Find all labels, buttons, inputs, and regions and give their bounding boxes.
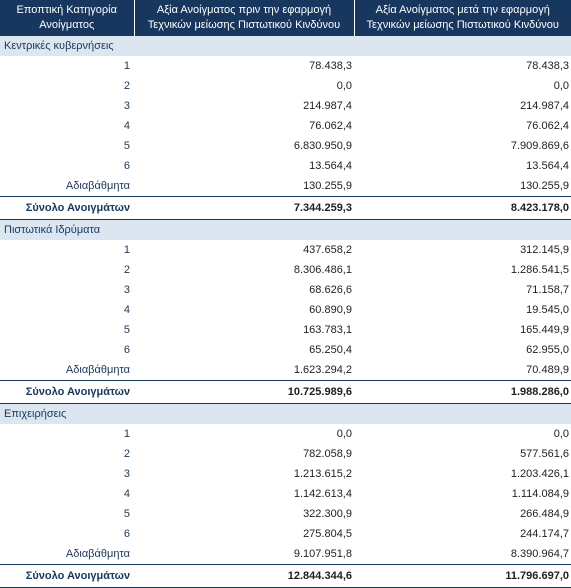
- table-row: [0, 280, 571, 300]
- value-before-cell: 214.987,4: [303, 100, 352, 112]
- category-cell: 3: [123, 284, 130, 296]
- value-after-cell: 244.174,7: [520, 528, 569, 540]
- table-row: [0, 524, 571, 544]
- category-cell: 2: [123, 264, 130, 276]
- header-before-crm: Αξία Ανοίγματος πριν την εφαρμογή Τεχνικών μείωσης Πιστωτικού Κινδύνου: [134, 0, 354, 36]
- value-after-cell: 62.955,0: [526, 344, 569, 356]
- value-before-cell: 60.890,9: [309, 304, 352, 316]
- table-row: [0, 56, 571, 76]
- category-cell: 5: [123, 324, 130, 336]
- table-row: [0, 300, 571, 320]
- table-row: [0, 240, 571, 260]
- section-header-row: [0, 36, 571, 56]
- value-after-cell: 19.545,0: [526, 304, 569, 316]
- category-cell: 3: [123, 100, 130, 112]
- value-after-cell: 312.145,9: [520, 244, 569, 256]
- total-before-cell: 12.844.344,6: [134, 565, 354, 588]
- total-row: [0, 565, 571, 588]
- category-cell: 4: [123, 488, 130, 500]
- table-row: [0, 340, 571, 360]
- category-cell: 4: [123, 120, 130, 132]
- category-cell: 6: [123, 160, 130, 172]
- value-before-cell: 1.213.615,2: [293, 468, 352, 480]
- value-after-cell: 71.158,7: [526, 284, 569, 296]
- table-row: [0, 116, 571, 136]
- total-label: Σύνολο Ανοιγμάτων: [0, 565, 134, 588]
- value-after-cell: 214.987,4: [520, 100, 569, 112]
- table-row: [0, 444, 571, 464]
- total-after-cell: 8.423.178,0: [354, 197, 571, 220]
- table-row: [0, 544, 571, 565]
- value-before-cell: 130.255,9: [303, 180, 352, 192]
- value-before-cell: 1.623.294,2: [293, 364, 352, 376]
- category-cell: 1: [123, 60, 130, 72]
- total-after-cell: 11.796.697,0: [354, 565, 571, 588]
- value-before-cell: 437.658,2: [303, 244, 352, 256]
- total-label: Σύνολο Ανοιγμάτων: [0, 381, 134, 404]
- total-row: [0, 381, 571, 404]
- category-cell: 6: [123, 344, 130, 356]
- table-row: [0, 136, 571, 156]
- total-before-cell: 10.725.989,6: [134, 381, 354, 404]
- category-cell: 2: [123, 80, 130, 92]
- value-before-cell: 1.142.613,4: [293, 488, 352, 500]
- table-row: [0, 320, 571, 340]
- total-after-cell: 1.988.286,0: [354, 381, 571, 404]
- section-title: Πιστωτικά Ιδρύματα: [0, 220, 571, 241]
- header-after-crm: Αξία Ανοίγματος μετά την εφαρμογή Τεχνικών μείωσης Πιστωτικού Κινδύνου: [354, 0, 571, 36]
- value-after-cell: 1.114.084,9: [511, 488, 569, 500]
- total-label: Σύνολο Ανοιγμάτων: [0, 197, 134, 220]
- value-before-cell: 13.564,4: [309, 160, 352, 172]
- value-after-cell: 1.286.541,5: [510, 264, 569, 276]
- table-row: [0, 176, 571, 197]
- value-after-cell: 130.255,9: [520, 180, 569, 192]
- category-cell: 6: [123, 528, 130, 540]
- value-after-cell: 70.489,9: [526, 364, 569, 376]
- value-after-cell: 76.062,4: [526, 120, 569, 132]
- value-after-cell: 0,0: [553, 428, 569, 440]
- category-cell: Αδιαβάθμητα: [65, 364, 130, 376]
- value-before-cell: 322.300,9: [303, 508, 352, 520]
- total-before-cell: 7.344.259,3: [134, 197, 354, 220]
- section-header-row: [0, 404, 571, 425]
- value-after-cell: 266.484,9: [520, 508, 569, 520]
- category-cell: 5: [123, 508, 130, 520]
- category-cell: Αδιαβάθμητα: [65, 548, 130, 560]
- category-cell: 1: [123, 244, 130, 256]
- value-after-cell: 1.203.426,1: [510, 468, 569, 480]
- value-after-cell: 7.909.869,6: [510, 140, 569, 152]
- value-after-cell: 8.390.964,7: [510, 548, 569, 560]
- category-cell: 1: [123, 428, 130, 440]
- value-before-cell: 0,0: [336, 80, 352, 92]
- value-before-cell: 275.804,5: [303, 528, 352, 540]
- table-row: [0, 504, 571, 524]
- table-row: [0, 424, 571, 444]
- table-row: [0, 76, 571, 96]
- category-cell: 5: [123, 140, 130, 152]
- table-row: [0, 360, 571, 381]
- table-row: [0, 260, 571, 280]
- section-title: Επιχειρήσεις: [0, 404, 571, 425]
- value-before-cell: 8.306.486,1: [293, 264, 352, 276]
- category-cell: 2: [123, 448, 130, 460]
- category-cell: 3: [123, 468, 130, 480]
- total-row: [0, 197, 571, 220]
- value-before-cell: 65.250,4: [309, 344, 352, 356]
- value-before-cell: 9.107.951,8: [293, 548, 352, 560]
- value-after-cell: 78.438,3: [526, 60, 569, 72]
- header-category: Εποπτική Κατηγορία Ανοίγματος: [0, 0, 134, 36]
- value-before-cell: 78.438,3: [309, 60, 352, 72]
- table-row: [0, 96, 571, 116]
- value-after-cell: 577.561,6: [520, 448, 569, 460]
- header-row: [0, 0, 571, 36]
- value-before-cell: 6.830.950,9: [293, 140, 352, 152]
- value-before-cell: 782.058,9: [303, 448, 352, 460]
- section-header-row: [0, 220, 571, 241]
- table-row: [0, 464, 571, 484]
- category-cell: 4: [123, 304, 130, 316]
- category-cell: Αδιαβάθμητα: [65, 180, 130, 192]
- value-before-cell: 0,0: [336, 428, 352, 440]
- table-row: [0, 484, 571, 504]
- value-after-cell: 13.564,4: [526, 160, 569, 172]
- table-row: [0, 156, 571, 176]
- value-after-cell: 165.449,9: [520, 324, 569, 336]
- section-title: Κεντρικές κυβερνήσεις: [0, 36, 571, 56]
- value-before-cell: 163.783,1: [303, 324, 352, 336]
- value-before-cell: 76.062,4: [309, 120, 352, 132]
- value-after-cell: 0,0: [553, 80, 569, 92]
- value-before-cell: 68.626,6: [309, 284, 352, 296]
- table-body: [0, 36, 571, 588]
